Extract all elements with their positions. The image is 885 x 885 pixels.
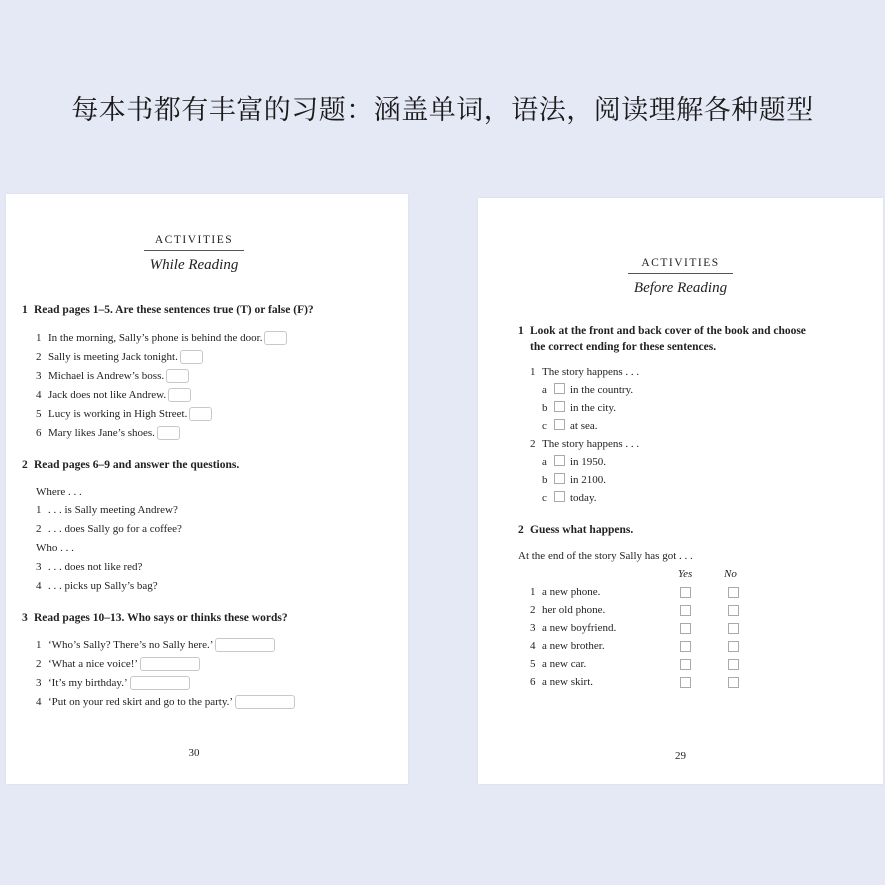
answer-box[interactable] — [180, 350, 203, 364]
right-book-page — [478, 198, 883, 784]
left-q1-item: 4 Jack does not like Andrew. — [36, 388, 191, 402]
right-q2-item: 3 a new boyfriend. — [530, 622, 617, 634]
left-q2-item: 2 . . . does Sally go for a coffee? — [36, 523, 182, 535]
left-q3-item: 1 ‘Who’s Sally? There’s no Sally here.’ — [36, 638, 275, 652]
yes-checkbox[interactable] — [680, 587, 691, 598]
left-book-page — [6, 194, 408, 784]
left-q1-item: 1 In the morning, Sally’s phone is behind the door. — [36, 331, 287, 345]
right-page-number: 29 — [675, 750, 686, 762]
right-heading-rule — [628, 273, 733, 274]
right-q1-option: a in the country. — [542, 384, 634, 396]
left-heading-rule — [144, 250, 244, 251]
answer-box[interactable] — [189, 407, 212, 421]
answer-box[interactable] — [157, 426, 180, 440]
right-q2-item: 6 a new skirt. — [530, 676, 594, 688]
checkbox[interactable] — [554, 473, 565, 484]
left-q3-item: 2 ‘What a nice voice!’ — [36, 657, 200, 671]
checkbox[interactable] — [554, 455, 565, 466]
left-q2-heading: 2 Read pages 6–9 and answer the questions. — [22, 459, 240, 471]
banner-caption: 每本书都有丰富的习题：涵盖单词，语法，阅读理解各种题型 — [71, 95, 814, 126]
right-activities-heading: ACTIVITIES — [641, 257, 720, 269]
yes-checkbox[interactable] — [680, 641, 691, 652]
right-q2-item: 1 a new phone. — [530, 586, 601, 598]
no-checkbox[interactable] — [728, 659, 739, 670]
answer-box[interactable] — [264, 331, 287, 345]
left-q2-item: 4 . . . picks up Sally’s bag? — [36, 580, 158, 592]
left-q3-heading: 3 Read pages 10–13. Who says or thinks these words? — [22, 612, 288, 624]
answer-box[interactable] — [130, 676, 190, 690]
answer-box[interactable] — [168, 388, 191, 402]
right-q1-stem: 1 The story happens . . . — [530, 366, 640, 378]
answer-box[interactable] — [235, 695, 295, 709]
left-page-number: 30 — [188, 747, 200, 759]
right-q1-option: b in 2100. — [542, 474, 607, 486]
no-checkbox[interactable] — [728, 677, 739, 688]
left-q1-item: 6 Mary likes Jane’s shoes. — [36, 426, 180, 440]
right-q2-intro: At the end of the story Sally has got . . . — [518, 550, 693, 562]
checkbox[interactable] — [554, 401, 565, 412]
right-subheading: Before Reading — [633, 280, 728, 296]
right-q1-stem: 2 The story happens . . . — [530, 438, 640, 450]
yes-column-header: Yes — [678, 568, 693, 580]
left-q2-where: Where . . . — [36, 486, 82, 498]
yes-checkbox[interactable] — [680, 677, 691, 688]
yes-checkbox[interactable] — [680, 659, 691, 670]
left-subheading: While Reading — [149, 257, 239, 273]
checkbox[interactable] — [554, 491, 565, 502]
right-q1-option: b in the city. — [542, 402, 617, 414]
right-page-header — [478, 257, 883, 297]
left-q1-item: 3 Michael is Andrew’s boss. — [36, 369, 189, 383]
left-q2-item: 3 . . . does not like red? — [36, 561, 143, 573]
right-q2-item: 4 a new brother. — [530, 640, 605, 652]
answer-box[interactable] — [166, 369, 189, 383]
left-activities-heading: ACTIVITIES — [154, 234, 234, 246]
left-page-header — [6, 234, 382, 274]
left-q1-item: 2 Sally is meeting Jack tonight. — [36, 350, 203, 364]
no-checkbox[interactable] — [728, 587, 739, 598]
left-q1-item: 5 Lucy is working in High Street. — [36, 407, 212, 421]
right-q1-option: c today. — [542, 492, 597, 504]
left-q3-item: 3 ‘It’s my birthday.’ — [36, 676, 190, 690]
right-q1-option: a in 1950. — [542, 456, 607, 468]
no-column-header: No — [724, 568, 737, 580]
yes-checkbox[interactable] — [680, 605, 691, 616]
left-q3-item: 4 ‘Put on your red skirt and go to the party.’ — [36, 695, 295, 709]
no-checkbox[interactable] — [728, 605, 739, 616]
yes-checkbox[interactable] — [680, 623, 691, 634]
no-checkbox[interactable] — [728, 623, 739, 634]
left-q1-heading: 1 Read pages 1–5. Are these sentences true (T) or false (F)? — [22, 304, 314, 316]
right-q2-heading: 2 Guess what happens. — [518, 524, 634, 536]
left-q2-who: Who . . . — [36, 542, 74, 554]
right-q2-item: 2 her old phone. — [530, 604, 606, 616]
left-q2-item: 1 . . . is Sally meeting Andrew? — [36, 504, 178, 516]
no-checkbox[interactable] — [728, 641, 739, 652]
answer-box[interactable] — [215, 638, 275, 652]
answer-box[interactable] — [140, 657, 200, 671]
right-q2-item: 5 a new car. — [530, 658, 587, 670]
checkbox[interactable] — [554, 419, 565, 430]
right-q1-heading: 1 Look at the front and back cover of the book and choose the correct ending for these sentences. — [518, 325, 806, 353]
right-q1-option: c at sea. — [542, 420, 598, 432]
checkbox[interactable] — [554, 383, 565, 394]
